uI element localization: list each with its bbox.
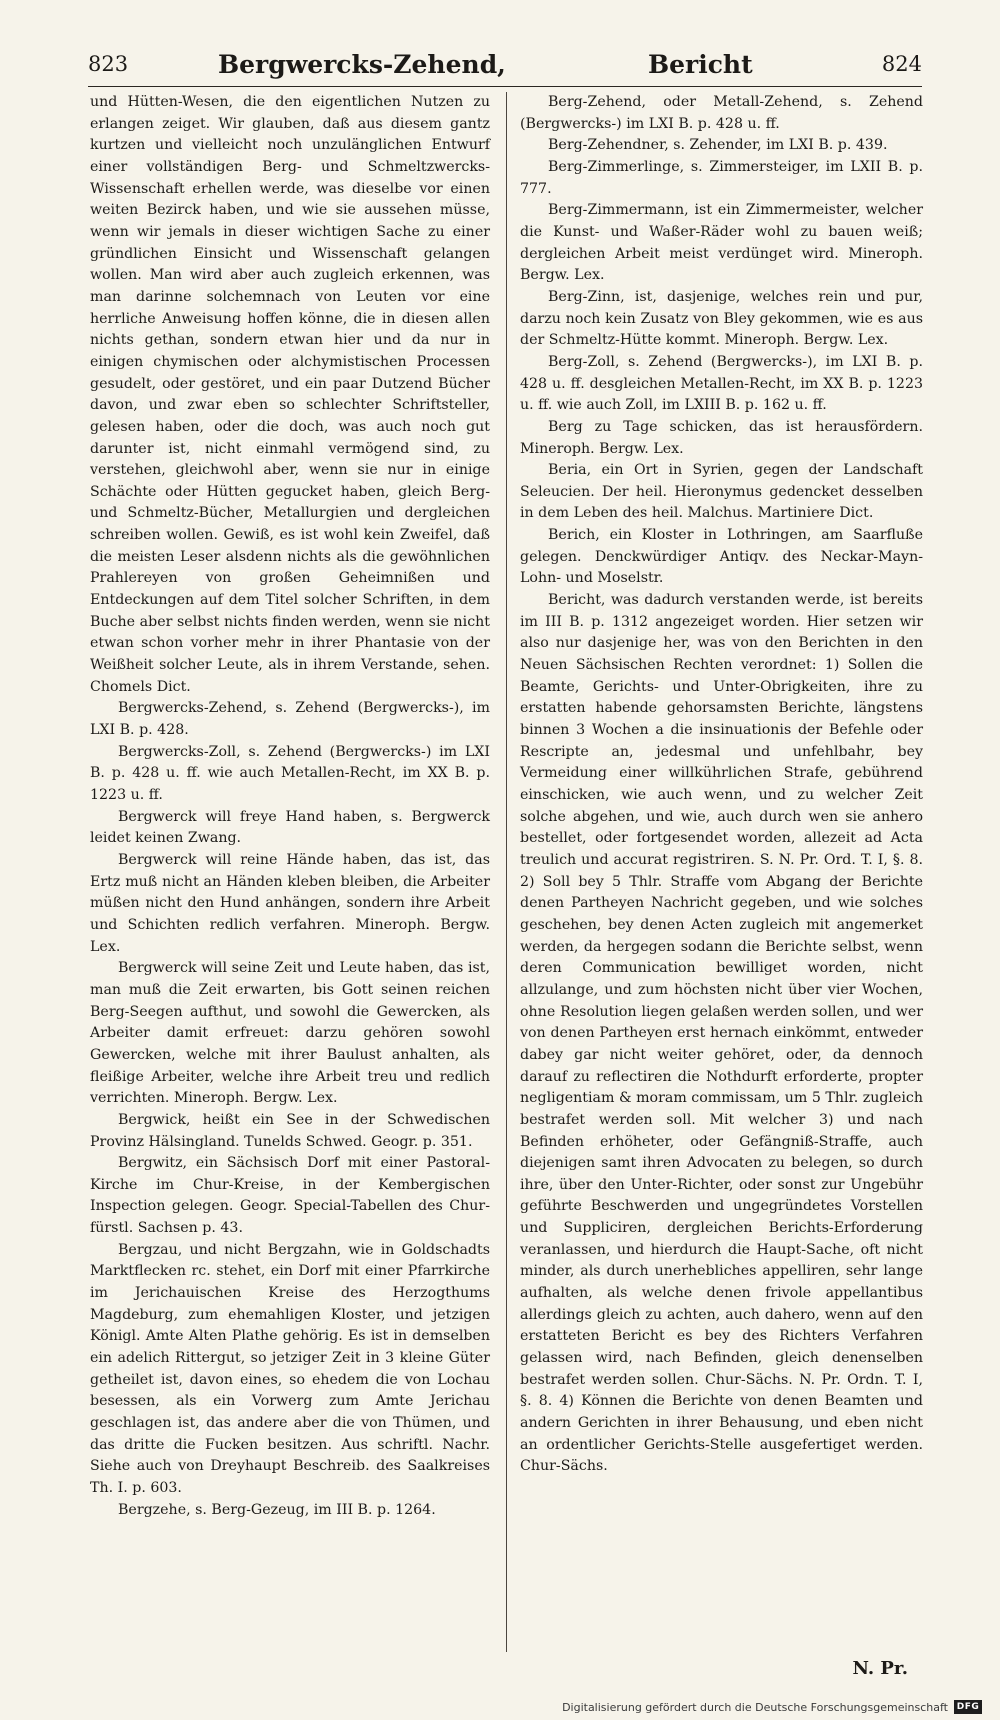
right-column bbox=[520, 92, 923, 1478]
running-head-left: Bergwercks-Zehend, bbox=[218, 50, 506, 79]
entry-paragraph: Berg-Zoll, s. Zehend (Bergwercks-), im LXI B. p. 428 u. ff. desgleichen Metallen-Recht, im XX B. p. 1223 u. ff. wie auch Zoll, im LXIII B. p. 162 u. ff. bbox=[520, 353, 923, 414]
entry-paragraph: Berg-Zimmermann, ist ein Zimmermeister, welcher die Kunst- und Waßer-Räder wohl zu bauen weiß; dergleichen Arbeit meist verdünget wird. Mineroph. Bergw. Lex. bbox=[520, 202, 923, 284]
entry-paragraph: Bergzehe, s. Berg-Gezeug, im III B. p. 1264. bbox=[118, 1501, 436, 1518]
column-divider bbox=[506, 92, 507, 1652]
entry-paragraph: Beria, ein Ort in Syrien, gegen der Landschaft Seleucien. Der heil. Hieronymus gedencket desselben in dem Leben des heil. Malchus. Martiniere Dict. bbox=[520, 462, 923, 522]
footer-text: Digitalisierung gefördert durch die Deutsche Forschungsgemeinschaft bbox=[562, 1700, 948, 1714]
entry-paragraph: Berg zu Tage schicken, das ist herausfördern. Mineroph. Bergw. Lex. bbox=[520, 418, 923, 457]
entry-paragraph: Berg-Zehendner, s. Zehender, im LXI B. p. 439. bbox=[548, 137, 888, 154]
entry-paragraph: Bergwerck will freye Hand haben, s. Bergwerck leidet keinen Zwang. bbox=[90, 808, 490, 847]
entry-paragraph: und Hütten-Wesen, die den eigentlichen Nutzen zu erlangen zeiget. Wir glauben, daß aus diesem gantz kurtzen und vielleicht noch unzulänglichen Entwurf einer vollständigen Berg- und Schmeltzwercks-Wissenschaft erhellen werde, was dieselbe vor einen weiten Bezirck haben, und wie sie aussehen müsse, wenn wir jemals in dieser wichtigen Sache zu einer gründlichen Einsicht und Wissenschaft gelangen wollen. Man wird aber auch zugleich erkennen, was man darinne solchemnach von Leuten vor eine herrliche Anweisung hoffen könne, die in diesen allen nichts gethan, sondern etwan hier und da nur in einigen chymischen oder alchymistischen Processen gesudelt, oder gestöret, und ein paar Dutzend Bücher davon, und zwar eben so schlechter Schriftsteller, gelesen haben, oder die doch, was auch noch gut darunter ist, nicht einmahl vermögend sind, zu verstehen, gleichwohl aber, wenn sie nur in einige Schächte oder Hütten gegucket haben, gleich Berg- und Schmeltz-Bücher, Metallurgien und dergleichen schreiben wollen. Gewiß, es ist wohl kein Zweifel, daß die meisten Leser alsdenn nichts als die gewöhnlichen Prahlereyen von großen Geheimnißen und Entdeckungen auf dem Titel solcher Schriften, in dem Buche aber selbst nichts finden werden, wenn sie nicht etwan schon vorher mehr in ihrer Phantasie von der Weißheit solcher Leute, als in ihrem Verstande, sehen. Chomels Dict. bbox=[90, 94, 490, 695]
entry-paragraph: Bergwick, heißt ein See in der Schwedischen Provinz Hälsingland. Tunelds Schwed. Geogr. p. 351. bbox=[90, 1111, 490, 1150]
entry-paragraph: Berg-Zimmerlinge, s. Zimmersteiger, im LXII B. p. 777. bbox=[520, 158, 923, 197]
catchword: N. Pr. bbox=[852, 1658, 908, 1679]
entry-paragraph: Bergwerck will reine Hände haben, das ist, das Ertz muß nicht an Händen kleben bleiben, die Arbeiter müßen nicht den Hund anhängen, sondern ihre Arbeit und Schichten redlich verfahren. Mineroph. Bergw. Lex. bbox=[90, 851, 490, 955]
entry-paragraph: Berg-Zehend, oder Metall-Zehend, s. Zehend (Bergwercks-) im LXI B. p. 428 u. ff. bbox=[520, 94, 923, 132]
left-column bbox=[90, 92, 490, 1521]
entry-paragraph: Berg-Zinn, ist, dasjenige, welches rein und pur, darzu noch kein Zusatz von Bley gekommen, wie es aus der Schmeltz-Hütte kommt. Mineroph. Bergw. Lex. bbox=[520, 288, 923, 349]
entry-paragraph: Bericht, was dadurch verstanden werde, ist bereits im III B. p. 1312 angezeiget worden. Hier setzen wir also nur dasjenige her, was von den Berichten in den Neuen Sächsischen Rechten verordnet: 1) Sollen die Beamte, Gerichts- und Unter-Obrigkeiten, ihre zu erstatten habende gehorsamsten Berichte, längstens binnen 3 Wochen a die insinuationis der Befehle oder Rescripte an, jedesmal und unfehlbahr, bey Vermeidung einer willkührlichen Strafe, gebührend einschicken, wie auch wenn, und zu welcher Zeit solche abgehen, und wie, auch durch wen sie anhero bestellet, oder fortgesendet worden, allezeit ad Acta treulich und accurat registriren. S. N. Pr. Ord. T. I, §. 8. 2) Soll bey 5 Thlr. Straffe vom Abgang der Berichte denen Partheyen Nachricht gegeben, und wie solches geschehen, bey denen Acten zugleich mit angemerket werden, da hergegen sodann die Berichte selbst, wenn deren Communication bewilliget worden, nicht allzulange, und zum höchsten nicht über vier Wochen, ohne Resolution liegen gelaßen werden sollen, und wer von denen Partheyen erst hernach einkömmt, entweder dabey gar nicht weiter gehöret, oder, da dennoch darauf zu reflectiren die Nothdurft erforderte, propter negligentiam & moram commissam, um 5 Thlr. zugleich bestrafet werden soll. Mit welcher 3) und nach Befinden erhöheter, oder Gefängniß-Straffe, auch diejenigen samt ihren Advocaten zu belegen, so durch ihre, über den Unter-Richter, oder sonst zur Ungebühr geführte Beschwerden und ungegründetes Vorstellen und Suppliciren, dergleichen Berichts-Erforderung veranlassen, und hierdurch die Haupt-Sache, oft nicht minder, als durch unerhebliches appelliren, sehr lange aufhalten, als welche denen frivole appellantibus allerdings gleich zu achten, auch dahero, wenn auf den erstatteten Bericht es bey des Richters Verfahren gelassen wird, nach Befinden, gleich denenselben bestrafet werden sollen. Chur-Sächs. N. Pr. Ordn. T. I, §. 8. 4) Können die Berichte von denen Beamten und andern Gerichten in ihrer Behausung, und eben nicht an ordentlicher Gerichts-Stelle ausgefertiget werden. Chur-Sächs. bbox=[520, 592, 923, 1475]
page-number-left: 823 bbox=[88, 52, 129, 76]
entry-paragraph: Berich, ein Kloster in Lothringen, am Saarfluße gelegen. Denckwürdiger Antiqv. des Neckar-Mayn-Lohn- und Moselstr. bbox=[520, 527, 923, 587]
page-number-right: 824 bbox=[881, 52, 922, 76]
header-rule bbox=[88, 86, 922, 87]
digitization-footer bbox=[562, 1698, 982, 1716]
entry-paragraph: Bergwercks-Zehend, s. Zehend (Bergwercks-), im LXI B. p. 428. bbox=[90, 700, 490, 739]
entry-paragraph: Bergzau, und nicht Bergzahn, wie in Goldschadts Marktflecken rc. stehet, ein Dorf mit einer Pfarrkirche im Jerichauischen Kreise des Herzogthums Magdeburg, zum ehemahligen Kloster, und jetzigen Königl. Amte Alten Plathe gehörig. Es ist in demselben ein adelich Rittergut, so jetziger Zeit in 3 kleine Güter getheilet ist, davon eines, so ehedem die von Lochau besessen, als ein Vorwerg zum Amte Jerichau geschlagen ist, das andere aber die von Thümen, und das dritte die Fucken besitzen. Aus schriftl. Nachr. Siehe auch von Dreyhaupt Beschreib. des Saalkreises Th. I. p. 603. bbox=[90, 1241, 490, 1496]
running-head-right: Bericht bbox=[648, 50, 753, 79]
page-header bbox=[88, 52, 922, 86]
dfg-logo-icon: DFG bbox=[954, 1700, 982, 1714]
entry-paragraph: Bergwercks-Zoll, s. Zehend (Bergwercks-) im LXI B. p. 428 u. ff. wie auch Metallen-Recht, im XX B. p. 1223 u. ff. bbox=[90, 743, 490, 803]
entry-paragraph: Bergwerck will seine Zeit und Leute haben, das ist, man muß die Zeit erwarten, bis Gott seinen reichen Berg-Seegen aufthut, und sowohl die Gewercken, als Arbeiter damit erfreuet: darzu gehören sowohl Gewercken, welche mit ihrer Baulust anhalten, als fleißige Arbeiter, welche ihre Arbeit treu und redlich verrichten. Mineroph. Bergw. Lex. bbox=[90, 960, 490, 1107]
entry-paragraph: Bergwitz, ein Sächsisch Dorf mit einer Pastoral-Kirche im Chur-Kreise, in der Kembergischen Inspection gelegen. Geogr. Special-Tabellen des Chur-fürstl. Sachsen p. 43. bbox=[90, 1155, 490, 1237]
